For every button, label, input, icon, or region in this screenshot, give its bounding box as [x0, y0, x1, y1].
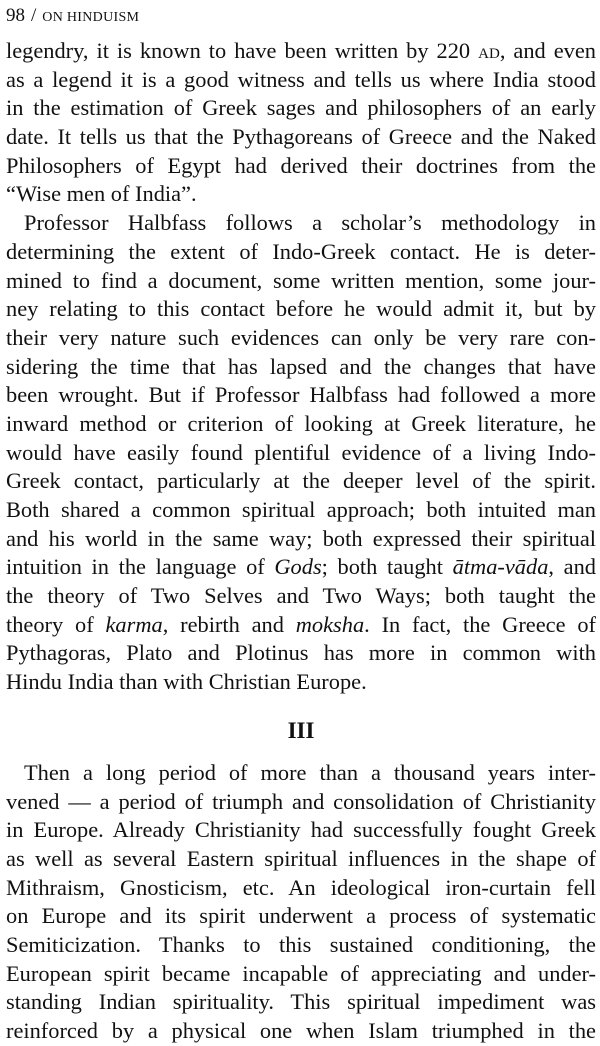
text-line: ney relating to this contact before he would admit it, but by — [6, 296, 596, 322]
paragraph-1 — [6, 37, 596, 209]
text-line: in Europe. Already Christianity had successfully fought Greek — [6, 817, 596, 843]
text-line: as well as several Eastern spiritual influences in the shape of — [6, 845, 596, 871]
text-run: . In fact, the Greece of — [364, 611, 596, 637]
running-head-separator: / — [31, 5, 37, 26]
text-line: Professor Halbfass follows a scholar’s methodology in — [24, 210, 596, 236]
running-head — [6, 0, 596, 30]
italic-term: moksha — [295, 611, 365, 637]
text-line: Pythagoras, Plato and Plotinus has more in common with — [6, 640, 596, 666]
text-line — [6, 553, 596, 582]
paragraph-3 — [6, 759, 596, 1046]
text-line: date. It tells us that the Pythagoreans of Greece and the Naked — [6, 124, 596, 150]
text-line: the theory of Two Selves and Two Ways; both taught the — [6, 583, 596, 609]
text-line: Philosophers of Egypt had derived their doctrines from the — [6, 152, 596, 178]
text-line: inward method or criterion of looking at Greek literature, he — [6, 410, 596, 436]
text-line: “Wise men of India”. — [6, 181, 197, 207]
text-line: standing Indian spirituality. This spiritual impediment was — [6, 989, 596, 1015]
text-line: been wrought. But if Professor Halbfass had followed a more — [6, 382, 596, 408]
text-line — [6, 37, 596, 66]
text-run: intuition in the language of — [6, 554, 275, 580]
text-line: vened — a period of triumph and consolidation of Christianity — [6, 788, 596, 814]
small-caps-era: AD — [478, 46, 500, 62]
text-run: , and even — [499, 38, 597, 63]
text-line: as a legend it is a good witness and tells us where India stood — [6, 66, 596, 92]
text-line: in the estimation of Greek sages and philosophers of an early — [6, 95, 596, 121]
text-line: Both shared a common spiritual approach; both intuited man — [6, 497, 596, 522]
text-line: Then a long period of more than a thousand years inter- — [24, 759, 596, 785]
italic-term: ātma-vāda — [452, 554, 549, 580]
text-line: determining the extent of Indo-Greek contact. He is deter- — [6, 238, 596, 264]
italic-term: karma — [105, 611, 163, 637]
text-line: mined to find a document, some written mention, some jour- — [6, 267, 596, 293]
text-run: legendry, it is known to have been written by 220 — [6, 38, 479, 63]
text-line: Hindu India than with Christian Europe. — [6, 669, 367, 695]
page-number: 98 — [6, 5, 25, 26]
text-run: , and — [548, 554, 596, 580]
text-line: would have easily found plentiful evidence of a living Indo- — [6, 439, 596, 465]
italic-term: Gods — [274, 554, 322, 580]
text-line — [6, 611, 596, 640]
text-line: Greek contact, particularly at the deeper level of the spirit. — [6, 468, 596, 494]
text-line: reinforced by a physical one when Islam triumphed in the — [6, 1018, 596, 1043]
text-line: their very nature such evidences can only be very rare con- — [6, 324, 596, 350]
text-run: theory of — [6, 611, 106, 637]
text-run: ; both taught — [321, 554, 453, 580]
book-title: ON HINDUISM — [42, 10, 140, 25]
text-run: , rebirth and — [162, 611, 296, 637]
text-line: European spirit became incapable of appreciating and under- — [6, 960, 596, 986]
body-text — [6, 37, 596, 1046]
text-line: and his world in the same way; both expressed their spiritual — [6, 525, 596, 551]
text-line: Semiticization. Thanks to this sustained conditioning, the — [6, 931, 596, 957]
text-line: Mithraism, Gnosticism, etc. An ideological iron-curtain fell — [6, 874, 596, 900]
paragraph-2 — [6, 209, 596, 697]
book-page — [6, 0, 596, 1046]
section-heading: III — [287, 717, 315, 743]
text-line: sidering the time that has lapsed and the changes that have — [6, 353, 596, 379]
text-line: on Europe and its spirit underwent a process of systematic — [6, 903, 596, 929]
